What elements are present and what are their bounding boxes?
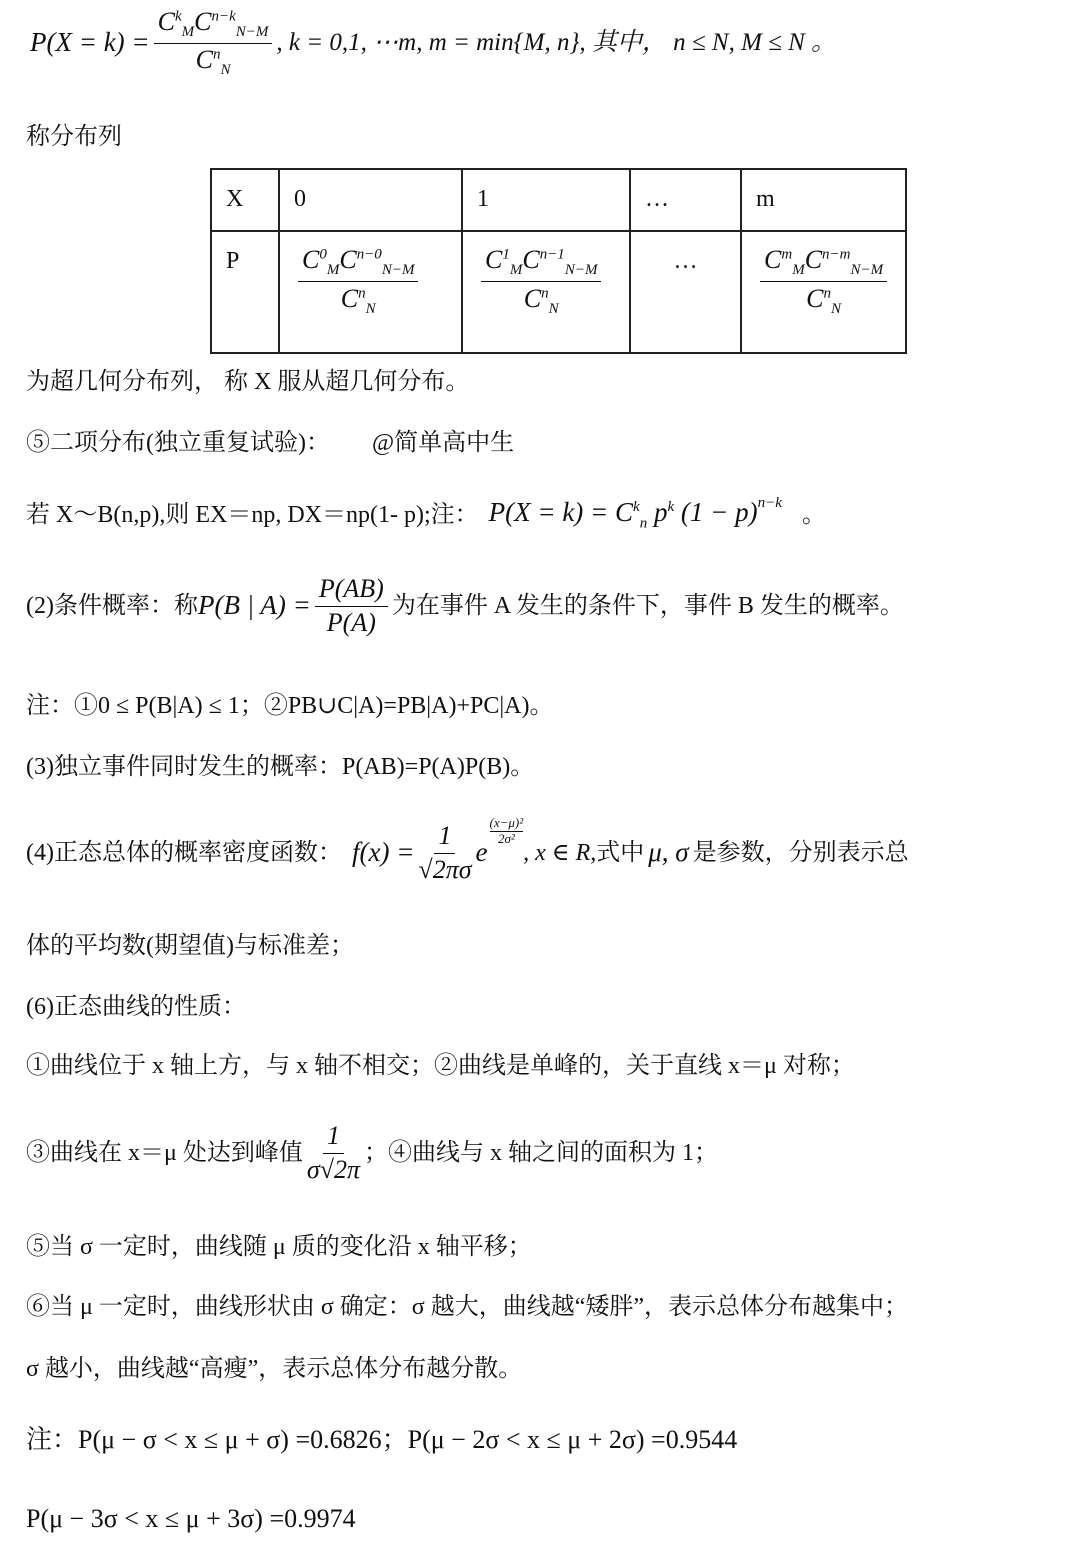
table-cell: X <box>211 169 279 231</box>
independent-events: (3)独立事件同时发生的概率：P(AB)=P(A)P(B)。 <box>26 754 535 780</box>
normal-params: μ, σ <box>648 837 689 868</box>
binom-end: 。 <box>801 501 826 528</box>
conditional-probability <box>26 575 904 637</box>
normal-pre: (4)正态总体的概率密度函数： <box>26 839 342 866</box>
c: C <box>195 44 213 74</box>
binom-formula-p: p <box>647 497 668 527</box>
distribution-table <box>210 168 907 354</box>
normal-density <box>26 815 909 884</box>
cond-num: P(AB) <box>315 575 388 607</box>
sup: n <box>212 46 221 63</box>
prop3-post: ；④曲线与 x 轴之间的面积为 1； <box>364 1139 718 1166</box>
table-cell: P <box>211 231 279 353</box>
prop6: ⑥当 μ 一定时，曲线形状由 σ 确定：σ 越大，曲线越“矮胖”，表示总体分布越集中； <box>26 1294 909 1320</box>
sup: n−m <box>822 246 851 263</box>
sup: k <box>175 8 182 25</box>
exp-den: 2σ² <box>497 830 515 846</box>
binom-text: 若 X～B(n,p),则 EX＝np, DX＝np(1- p);注： <box>26 501 479 528</box>
normal-post3: 是参数，分别表示总 <box>692 839 909 866</box>
normal-e: e <box>475 837 488 868</box>
normal-f: f(x) = <box>351 837 415 868</box>
sup: 1 <box>502 246 510 263</box>
binom-title-line <box>26 430 514 456</box>
table-cell: $\frac{C^1_MC^{n-1}_{N-M}}{C^n_N}$ <box>462 231 630 353</box>
prop3-den: σ√2π <box>306 1154 360 1184</box>
normal-post2: 式中 <box>596 839 645 866</box>
c: C <box>157 7 175 36</box>
sub: N <box>220 61 231 78</box>
note1: 注：①0 ≤ P(B|A) ≤ 1；②PB∪C|A)=PB|A)+PC|A)。 <box>26 693 554 719</box>
normal-den: √2πσ <box>418 854 472 884</box>
prop6b: σ 越小，曲线越“高瘦”，表示总体分布越分散。 <box>26 1356 523 1382</box>
normal-cont: 体的平均数(期望值)与标准差； <box>26 933 354 959</box>
normal-num: 1 <box>434 822 455 854</box>
c: C <box>194 7 212 36</box>
prop3 <box>26 1122 718 1184</box>
normal-post1: , x ∈ R, <box>523 839 597 866</box>
prop5: ⑤当 σ 一定时，曲线随 μ 质的变化沿 x 轴平移； <box>26 1234 532 1260</box>
exp-num: (x−μ)² <box>489 815 524 831</box>
sub: N−M <box>235 24 269 41</box>
binom-title: ⑤二项分布(独立重复试验)： <box>26 430 330 456</box>
sup: 0 <box>319 246 327 263</box>
sup: n−0 <box>356 246 382 263</box>
table-cell: … <box>630 169 741 231</box>
sup: n−1 <box>539 246 565 263</box>
note3: P(μ − 3σ < x ≤ μ + 3σ) =0.9974 <box>26 1504 356 1533</box>
table-cell: $\frac{C^0_MC^{n-0}_{N-M}}{C^n_N}$ <box>279 231 462 353</box>
dist-label: 称分布列 <box>26 124 122 150</box>
table-row <box>211 169 906 231</box>
sup: m <box>781 246 793 263</box>
cond-pre: (2)条件概率：称 <box>26 592 198 619</box>
cond-post: 为在事件 A 发生的条件下，事件 B 发生的概率。 <box>391 592 904 619</box>
hypergeometric-formula <box>30 8 836 78</box>
formula-fraction <box>154 8 273 78</box>
table-cell: 0 <box>279 169 462 231</box>
cond-lhs: P(B | A) = <box>197 590 311 621</box>
sup: n−k <box>211 8 236 25</box>
table-cell: $\frac{C^m_MC^{n-m}_{N-M}}{C^n_N}$ <box>741 231 906 353</box>
prop3-num: 1 <box>323 1122 344 1154</box>
formula-lhs: P(X = k) = <box>30 27 150 58</box>
table-cell: m <box>741 169 906 231</box>
table-row <box>211 231 906 353</box>
table-cell: 1 <box>462 169 630 231</box>
binom-formula-tail: (1 − p) <box>674 497 758 527</box>
note2: 注：P(μ − σ < x ≤ μ + σ) =0.6826；P(μ − 2σ < x ≤ μ + 2σ) =0.9544 <box>26 1425 738 1454</box>
binom-line: 若 X～B(n,p),则 EX＝np, DX＝np(1- p);注： $P(X = k) = C^k_n$ $p^k$ $(1 - p)^{n-k}$ 。 <box>26 495 826 532</box>
curve-title: (6)正态曲线的性质： <box>26 994 246 1020</box>
formula-rest: , k = 0,1, ⋯m, m = min{M, n}, 其中， n ≤ N, M ≤ N 。 <box>276 29 837 57</box>
prop3-pre: ③曲线在 x＝μ 处达到峰值 <box>26 1139 303 1166</box>
cond-den: P(A) <box>326 607 376 637</box>
binom-formula: P(X = k) = C <box>488 497 634 527</box>
watermark: @简单高中生 <box>371 430 515 456</box>
sub: M <box>181 24 195 41</box>
hyper-text: 为超几何分布列， 称 X 服从超几何分布。 <box>26 369 470 395</box>
prop1: ①曲线位于 x 轴上方，与 x 轴不相交；②曲线是单峰的，关于直线 x＝μ 对称； <box>26 1053 855 1079</box>
table-cell: … <box>630 231 741 353</box>
